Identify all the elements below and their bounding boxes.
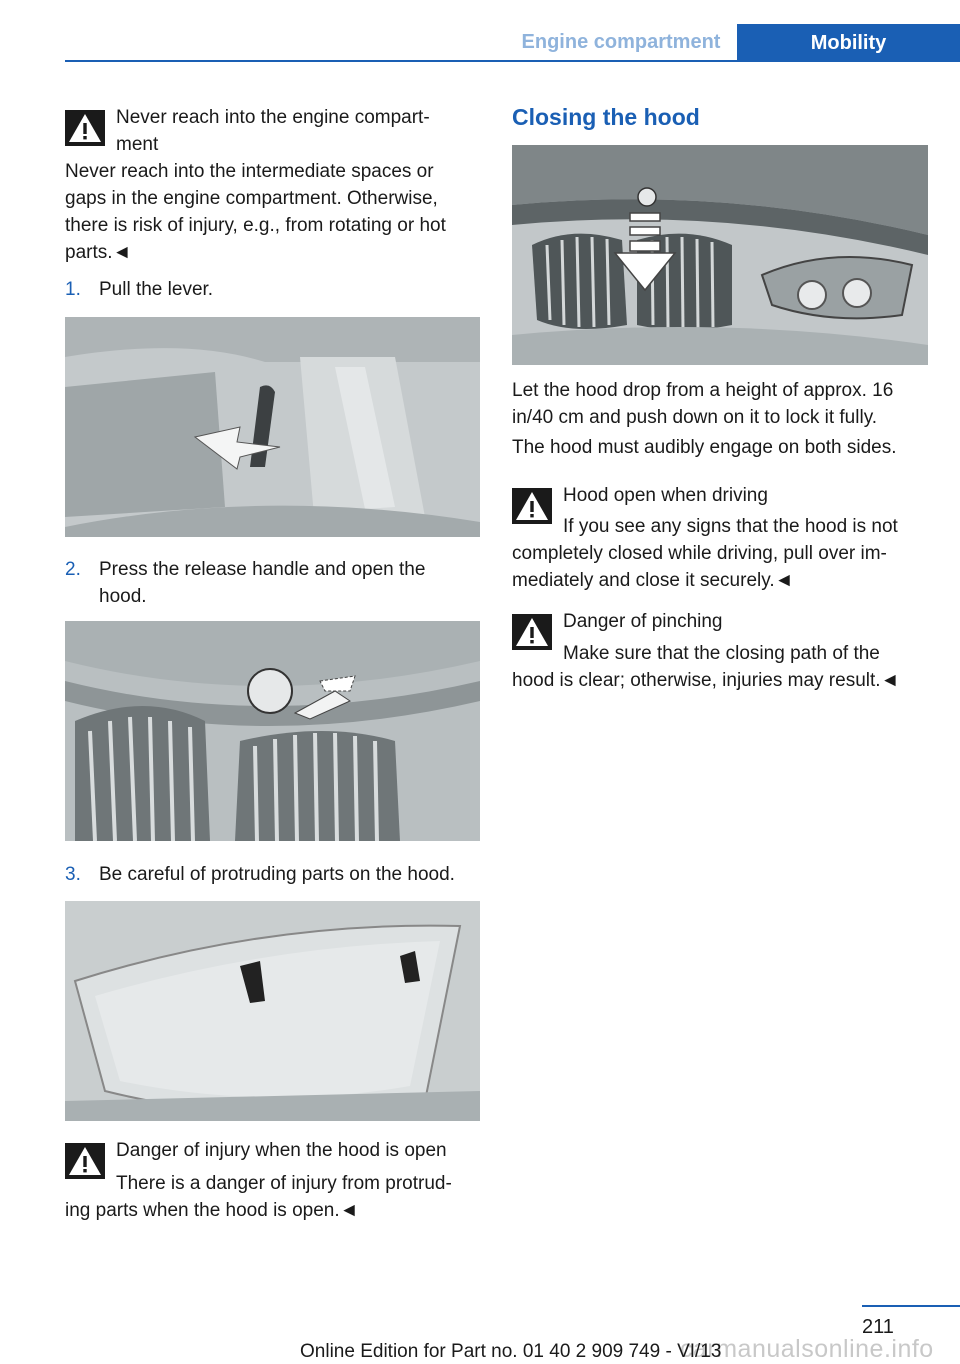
warning-title: Hood open when driving	[563, 485, 768, 506]
paragraph: Let the hood drop from a height of approx. 16 in/40 cm and push down on it to lock it fully.	[512, 380, 894, 428]
header-section-tab: Engine compartment	[521, 30, 721, 53]
warning-title: Never reach into the engine compart- ment	[116, 107, 430, 155]
hood-underside-image	[65, 901, 480, 1121]
warning-triangle-icon	[65, 110, 105, 146]
hood-release-lever-image	[65, 317, 480, 537]
page-number: 211	[862, 1316, 894, 1338]
step-number: 3.	[65, 864, 81, 885]
step-text: Be careful of protruding parts on the hood.	[99, 864, 455, 885]
closing-hood-image	[512, 145, 928, 365]
warning-body: If you see any signs that the hood is not completely closed while driving, pull over im- mediately and close it securely.◄	[512, 516, 898, 591]
header-rule	[65, 60, 960, 62]
header-chapter-tab: Mobility	[737, 24, 960, 62]
step-number: 2.	[65, 559, 81, 580]
warning-title: Danger of pinching	[563, 611, 723, 632]
warning-title: Danger of injury when the hood is open	[116, 1140, 447, 1161]
warning-body: Make sure that the closing path of the hood is clear; otherwise, injuries may result.◄	[512, 643, 900, 691]
warning-body: There is a danger of injury from protrud- ing parts when the hood is open.◄	[65, 1173, 452, 1221]
warning-body: Never reach into the intermediate spaces or gaps in the engine compartment. Otherwise, there is risk of injury, e.g., from rotating or hot parts.◄	[65, 161, 446, 263]
watermark: carmanualsonline.info	[680, 1335, 934, 1363]
footer-rule	[862, 1305, 960, 1307]
step-text: Pull the lever.	[99, 279, 214, 300]
paragraph: The hood must audibly engage on both sides.	[512, 437, 897, 458]
hood-release-handle-image	[65, 621, 480, 841]
step-number: 1.	[65, 279, 81, 300]
edition-note: Online Edition for Part no. 01 40 2 909 749 - VI/13	[300, 1341, 722, 1362]
section-heading: Closing the hood	[512, 104, 700, 130]
step-text: Press the release handle and open the hood.	[99, 559, 426, 607]
